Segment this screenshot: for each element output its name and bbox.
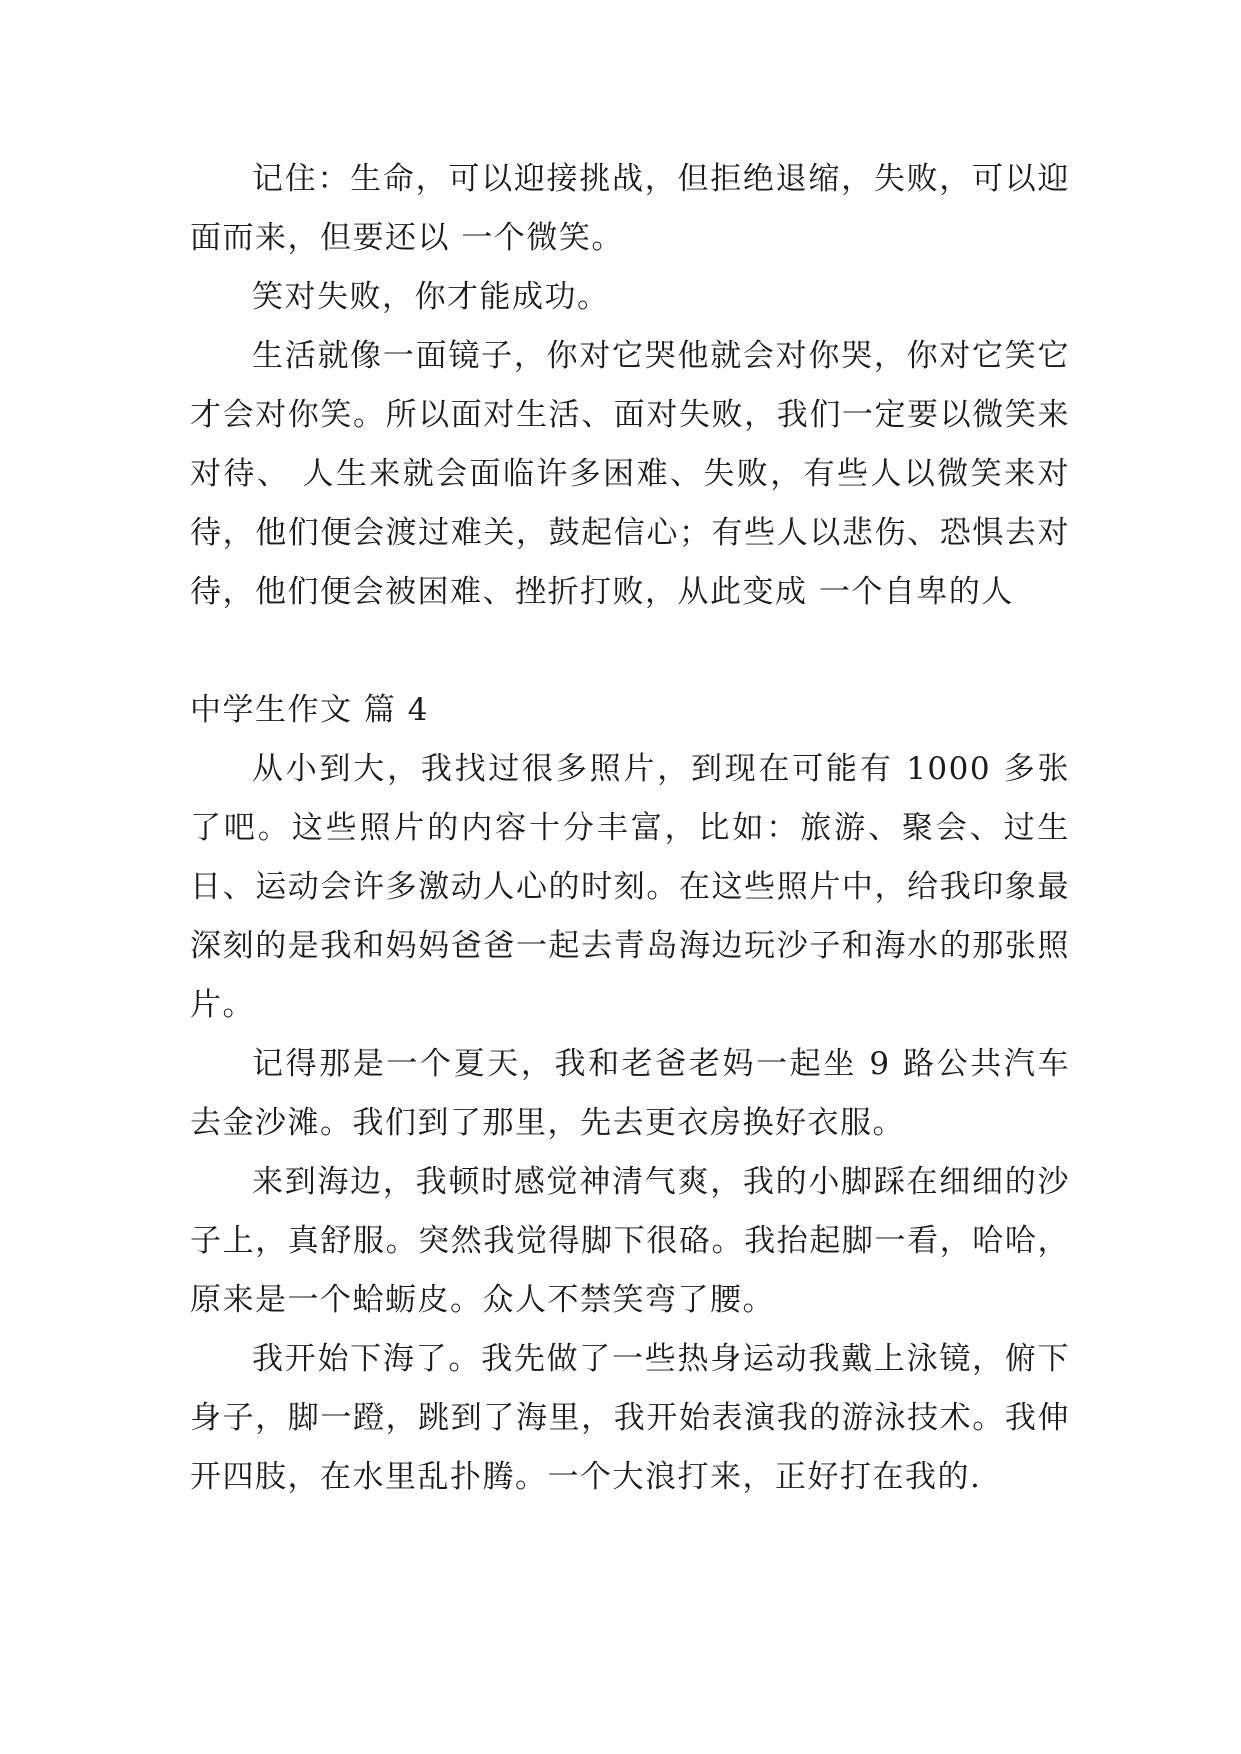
paragraph-smile-at-failure: 笑对失败，你才能成功。 [252,279,610,315]
paragraph-swimming: 我开始下海了。我先做了一些热身运动我戴上泳镜，俯下身子，脚一蹬，跳到了海里，我开始表演我的游泳技术。我伸开四肢，在水里乱扑腾。一个大浪打来，正好打在我的. [190,1341,1070,1495]
paragraph-summer-trip: 记得那是一个夏天，我和老爸老妈一起坐 9 路公共汽车去金沙滩。我们到了那里，先去更衣房换好衣服。 [190,1046,1070,1141]
document-body [190,150,1070,1507]
paragraph-photos: 从小到大，我找过很多照片，到现在可能有 1000 多张了吧。这些照片的内容十分丰富，比如：旅游、聚会、过生日、运动会许多激动人心的时刻。在这些照片中，给我印象最深刻的是我和妈妈爸爸一起去青岛海边玩沙子和海水的那张照片。 [190,751,1070,1023]
paragraph-beach: 来到海边，我顿时感觉神清气爽，我的小脚踩在细细的沙子上，真舒服。突然我觉得脚下很硌。我抬起脚一看，哈哈，原来是一个蛤蛎皮。众人不禁笑弯了腰。 [190,1164,1070,1318]
paragraph-remember: 记住：生命，可以迎接挑战，但拒绝退缩，失败，可以迎面而来，但要还以 一个微笑。 [190,161,1070,256]
section-heading: 中学生作文 篇 4 [190,692,429,728]
paragraph-life-mirror: 生活就像一面镜子，你对它哭他就会对你哭，你对它笑它才会对你笑。所以面对生活、面对失败，我们一定要以微笑来对待、 人生来就会面临许多困难、失败，有些人以微笑来对待，他们便会渡过难关，鼓起信心；有些人以悲伤、恐惧去对待，他们便会被困难、挫折打败，从此变成 一个自卑的人 [190,338,1070,610]
